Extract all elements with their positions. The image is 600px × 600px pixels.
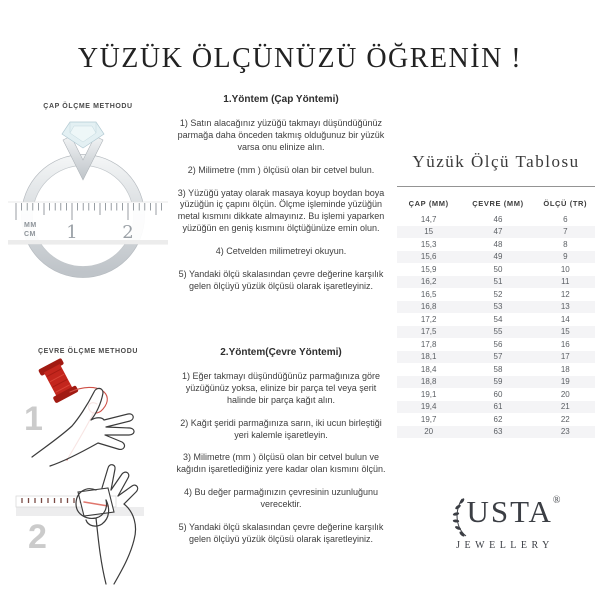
ruler-mm-label: MM (24, 222, 37, 229)
method2-heading: 2.Yöntem(Çevre Yöntemi) (220, 347, 342, 358)
table-cell: 9 (563, 252, 568, 261)
table-row (397, 263, 595, 276)
hand-drawing (32, 388, 134, 466)
table-cell: 19,7 (420, 414, 437, 424)
table-cell: 60 (493, 389, 503, 399)
ruler-number-2: 2 (122, 222, 134, 243)
table-cell: 48 (493, 239, 503, 249)
table-cell: 46 (493, 214, 503, 224)
table-cell: 16,8 (420, 302, 437, 311)
method1-section (172, 94, 390, 304)
table-cell: 10 (560, 264, 570, 274)
table-cell: 20 (424, 427, 434, 436)
table-cell: 18 (560, 364, 570, 374)
table-header-olcu: ÖLÇÜ (TR) (543, 199, 588, 208)
table-cell: 58 (493, 364, 503, 374)
method1-step-4: 4) Cetvelden milimetreyi okuyun. (215, 246, 347, 256)
table-row (397, 213, 595, 226)
table-cell: 18,8 (420, 377, 437, 386)
method1-step-5: 5) Yandaki ölçü skalasından çevre değerine karşılık gelen ölçüyü yüzük ölçüsü olarak işaretleyiniz. (178, 268, 384, 291)
method2-step-5: 5) Yandaki ölçü skalasından çevre değerine karşılık gelen ölçüyü yüzük ölçüsü olarak işaretleyiniz. (178, 521, 384, 544)
table-row (397, 426, 595, 439)
logo-subtitle: JEWELLERY (456, 540, 554, 551)
table-cell: 18,1 (420, 352, 437, 361)
table-cell: 6 (563, 214, 568, 224)
method1-heading: 1.Yöntem (Çap Yöntemi) (223, 94, 339, 105)
method2-step-3: 3) Milimetre (mm ) ölçüsü olan bir cetvel bulun ve kağıdın işaretlediğiniz yere kadar olan kısmını ölçün. (176, 452, 386, 475)
method1-step-3: 3) Yüzüğü yatay olarak masaya koyup boydan boya yüzüğün iç çapını ölçün. Ölçme işleminde yüzüğün metal kısmını dikkate almayınız. Bu işlemi yaparken yüzüğün en geniş kısmını ölçtüğünüze emin olun. (177, 187, 385, 234)
hand-ruler-illustration (10, 460, 160, 592)
table-cell: 19,4 (420, 402, 437, 411)
table-cell: 15,9 (420, 264, 437, 274)
table-cell: 21 (560, 402, 570, 411)
table-cell: 53 (493, 302, 503, 311)
pinching-hand-drawing (76, 465, 138, 584)
method1-step-2: 2) Milimetre (mm ) ölçüsü olan bir cetvel bulun. (187, 164, 375, 175)
table-cell: 16,2 (420, 277, 437, 286)
table-cell: 16 (560, 339, 570, 349)
registered-mark: ® (552, 495, 561, 506)
table-row (397, 401, 595, 414)
table-cell: 17 (560, 352, 570, 361)
table-row (397, 288, 595, 301)
table-header-row (397, 193, 595, 213)
table-cell: 16,5 (420, 289, 437, 299)
table-cell: 49 (493, 252, 503, 261)
table-cell: 50 (493, 264, 503, 274)
ruler-graphic (8, 202, 168, 244)
table-cell: 15 (560, 327, 570, 336)
table-header-cap: ÇAP (MM) (408, 199, 449, 208)
table-cell: 54 (493, 314, 503, 324)
table-cell: 8 (563, 239, 568, 249)
table-row (397, 251, 595, 264)
table-row (397, 363, 595, 376)
table-cell: 15,6 (420, 252, 437, 261)
table-cell: 14 (560, 314, 570, 324)
table-cell: 55 (493, 327, 503, 336)
table-cell: 23 (560, 427, 570, 436)
table-cell: 47 (493, 227, 503, 236)
table-cell: 19 (560, 377, 570, 386)
table-cell: 57 (493, 352, 503, 361)
table-header-cevre: ÇEVRE (MM) (472, 199, 524, 208)
usta-jewellery-logo (425, 494, 585, 551)
table-cell: 17,2 (420, 314, 437, 324)
method1-step-1: 1) Satın alacağınız yüzüğü takmayı düşündüğünüz parmağa daha önceden takmış olduğunuz bir yüzük varsa onu elinize alın. (177, 118, 385, 152)
table-row (397, 413, 595, 426)
table-cell: 13 (560, 302, 570, 311)
step-number-1: 1 (24, 400, 43, 438)
logo-name: USTA (466, 494, 553, 529)
table-cell: 18,4 (420, 364, 437, 374)
table-cell: 14,7 (420, 214, 437, 224)
size-table-title: Yüzük Ölçü Tablosu (412, 152, 580, 171)
table-row (397, 238, 595, 251)
method2-section (172, 347, 390, 557)
table-cell: 56 (493, 339, 503, 349)
table-row (397, 351, 595, 364)
method2-step-1: 1) Eğer takmayı düşündüğünüz parmağınıza göre yüzüğünüz yoksa, elinize bir parça tel veya şerit halinde bir parça kağıt alın. (181, 371, 381, 405)
table-cell: 15 (424, 227, 434, 236)
table-row (397, 388, 595, 401)
table-cell: 19,1 (420, 389, 437, 399)
table-row (397, 226, 595, 239)
diameter-method-label: ÇAP ÖLÇME METHODU (43, 103, 133, 110)
step-number-2: 2 (28, 518, 47, 556)
table-cell: 51 (493, 277, 503, 286)
ruler-number-1: 1 (66, 222, 78, 243)
method2-step-4: 4) Bu değer parmağınızın çevresinin uzunluğunu verecektir. (183, 487, 379, 509)
table-cell: 17,8 (420, 339, 437, 349)
table-cell: 20 (560, 389, 570, 399)
circumference-method-label: ÇEVRE ÖLÇME METHODU (37, 348, 139, 355)
table-cell: 62 (493, 414, 503, 424)
table-row (397, 338, 595, 351)
table-cell: 17,5 (420, 327, 437, 336)
table-cell: 12 (560, 289, 570, 299)
hand-thread-illustration (10, 356, 160, 471)
ring-size-table (397, 193, 595, 438)
method2-step-2: 2) Kağıt şeridi parmağınıza sarın, iki ucun birleştiği yeri kalemle işaretleyin. (180, 417, 382, 440)
table-row (397, 313, 595, 326)
ruler-cm-label: CM (24, 231, 36, 238)
title-divider (397, 186, 595, 187)
page-title: YÜZÜK ÖLÇÜNÜZÜ ÖĞRENİN ! (77, 42, 523, 74)
thread-spool-icon (38, 358, 79, 404)
table-cell: 22 (560, 414, 570, 424)
table-cell: 59 (493, 377, 503, 386)
ring-ruler-illustration (8, 114, 168, 292)
table-cell: 15,3 (420, 239, 437, 249)
table-cell: 11 (561, 277, 570, 286)
table-row (397, 326, 595, 339)
table-cell: 63 (493, 427, 503, 436)
table-cell: 61 (493, 402, 503, 411)
table-cell: 7 (563, 227, 568, 236)
table-row (397, 376, 595, 389)
table-row (397, 276, 595, 289)
table-row (397, 301, 595, 314)
table-cell: 52 (493, 289, 503, 299)
